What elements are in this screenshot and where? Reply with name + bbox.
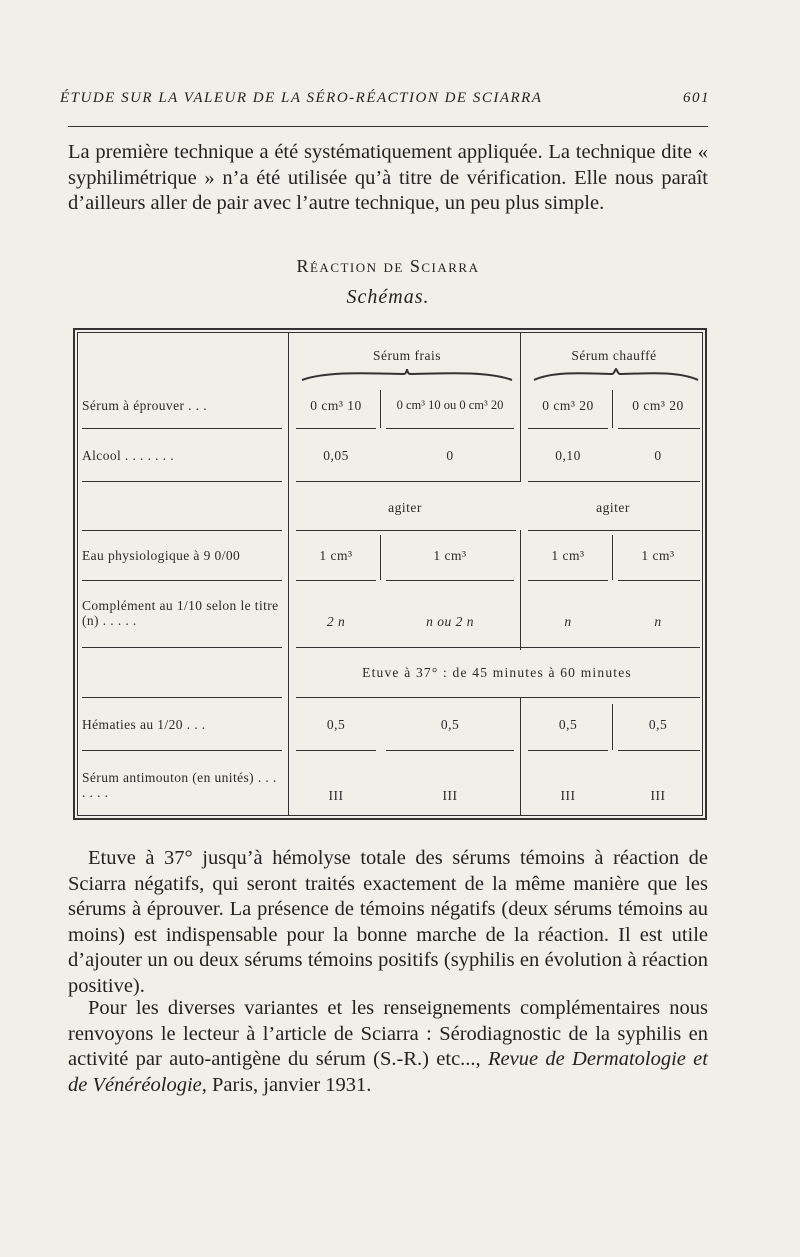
label-column-divider [288,332,289,816]
cell-complement-4: n [654,614,662,629]
row-separator [386,750,514,751]
group-header-fresh: Sérum frais [372,348,442,363]
row-separator [82,580,282,581]
row-separator [296,428,376,429]
row-separator [296,750,376,751]
cell-agiter-fresh: agiter [388,500,422,515]
row-separator [528,530,700,531]
row-label-hematies: Hématies au 1/20 . . . [82,717,206,732]
cell-complement-3: n [564,614,572,629]
row-separator [528,481,700,482]
journal-title: Revue de Dermatologie et de Vénéréologie [68,1048,708,1096]
cell-etuve: Etuve à 37° : de 45 minutes à 60 minutes [362,665,632,680]
cell-antimouton-1: III [328,788,344,803]
row-label-eau: Eau physiologique à 9 0/00 [82,548,241,563]
cell-eau-1: 1 cm³ [319,548,353,563]
row-separator [82,530,282,531]
cell-hematies-2: 0,5 [440,717,460,732]
cell-complement-1: 2 n [326,614,346,629]
cell-alcool-1: 0,05 [323,448,349,463]
row-separator [82,750,282,751]
group-divider-bottom [520,697,521,816]
group-header-heated: Sérum chauffé [571,348,657,363]
cell-alcool-2: 0 [446,448,454,463]
row-label-alcool: Alcool . . . . . . . [82,448,174,463]
row-separator [528,750,608,751]
running-header [60,90,710,107]
cell-serum-3: 0 cm³ 20 [542,398,594,413]
running-title: ÉTUDE SUR LA VALEUR DE LA SÉRO-RÉACTION DE SCIARRA [60,90,543,106]
header-rule [68,126,708,127]
cell-hematies-4: 0,5 [648,717,668,732]
row-separator [82,428,282,429]
cell-eau-4: 1 cm³ [641,548,675,563]
row-separator [82,481,282,482]
cell-antimouton-2: III [442,788,458,803]
section-subtitle: Schémas. [346,286,430,308]
cell-agiter-heated: agiter [596,500,630,515]
row-separator [296,481,520,482]
row-separator [296,697,700,698]
row-separator [82,697,282,698]
group-brace-heated [532,368,700,382]
paragraph-etuve: Etuve à 37° jusqu’à hémolyse totale des sérums témoins à réaction de Sciarra négatifs, qui seront traités exactement de la même manière que les sérums à éprouver. La présence de témoins négatifs (deux sérums témoins au moins) est indispensable pour la bonne marche de la réaction. Il est utile d’ajouter un ou deux sérums témoins positifs (syphilis en évolution à réaction positive). [68,847,708,997]
reference-text-after: , Paris, janvier 1931. [201,1073,372,1096]
group-divider-middle [520,530,521,650]
cell-eau-3: 1 cm³ [551,548,585,563]
cell-alcool-4: 0 [654,448,662,463]
cell-antimouton-3: III [560,788,576,803]
cell-serum-2: 0 cm³ 10 ou 0 cm³ 20 [396,398,504,412]
row-separator [528,428,608,429]
cell-serum-1: 0 cm³ 10 [310,398,362,413]
cell-serum-4: 0 cm³ 20 [632,398,684,413]
cell-complement-2: n ou 2 n [426,614,474,629]
cell-alcool-3: 0,10 [555,448,581,463]
row-separator [296,647,700,648]
cell-hematies-3: 0,5 [558,717,578,732]
reference-text-before: Pour les diverses variantes et les renseignements complémentaires nous renvoyons le lecteur à l’article de Sciarra : Sérodiagnostic de la syphilis en activité par auto-antigène du sérum (S.-R.) etc..., [68,997,708,1070]
row-separator [386,580,514,581]
row-separator [618,580,700,581]
section-title: Réaction de Sciarra [296,256,480,276]
intro-paragraph: La première technique a été systématiquement appliquée. La technique dite « syphilimétrique » n’a été utilisée qu’à titre de vérification. Elle nous paraît d’ailleurs aller de pair avec l’autre technique, un peu plus simple. [68,141,708,214]
cell-eau-2: 1 cm³ [433,548,467,563]
cell-antimouton-4: III [650,788,666,803]
row-separator [618,750,700,751]
group-brace-fresh [300,368,514,382]
page-number: 601 [683,90,710,106]
row-separator [296,530,516,531]
row-label-antimouton: Sérum antimouton (en unités) . . . . . . . [82,770,277,800]
row-separator [386,428,514,429]
row-label-complement: Complément au 1/10 selon le titre (n) . . . . . [82,598,279,628]
cell-hematies-1: 0,5 [326,717,346,732]
group-divider-top [520,332,521,482]
row-separator [296,580,376,581]
row-separator [82,647,282,648]
row-separator [528,580,608,581]
row-separator [618,428,700,429]
paragraph-references [68,996,708,1098]
row-label-serum: Sérum à éprouver . . . [82,398,208,413]
